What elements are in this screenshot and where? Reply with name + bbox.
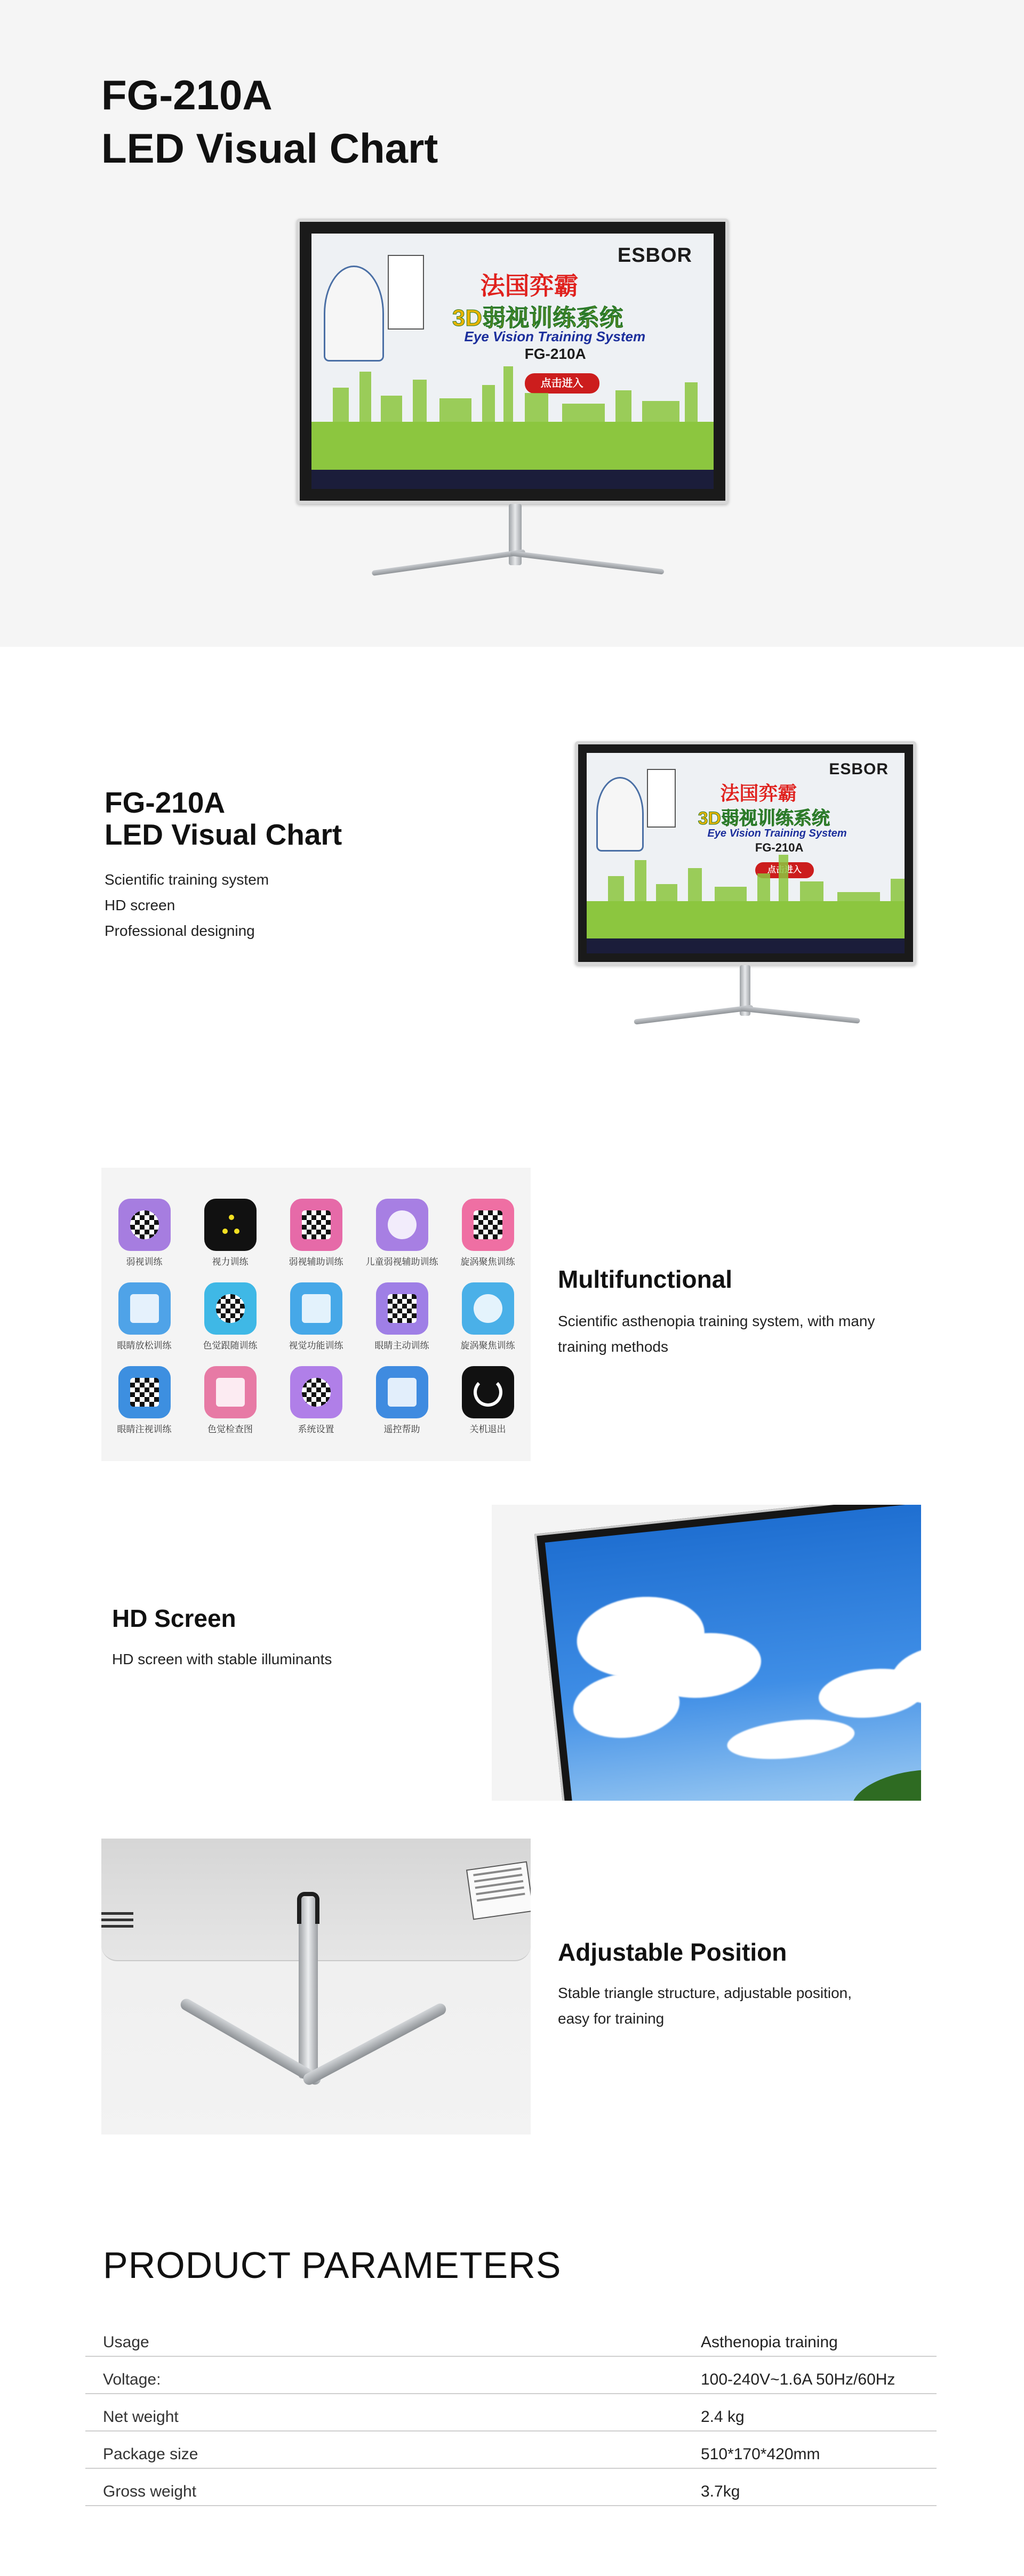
eye-chart-illustration — [388, 255, 424, 330]
training-app-tile[interactable] — [273, 1366, 359, 1435]
training-app-icon — [118, 1366, 171, 1418]
intro-features — [105, 867, 269, 944]
training-app-icon — [376, 1366, 428, 1418]
stand-photo — [101, 1839, 531, 2134]
screen-model: FG-210A — [524, 346, 586, 362]
hd-screen-title: HD Screen — [112, 1604, 236, 1632]
intro-title — [105, 787, 342, 850]
training-app-label: 眼睛主动训练 — [374, 1341, 429, 1351]
screen-model: FG-210A — [755, 841, 804, 854]
training-app-icon — [462, 1282, 514, 1335]
grass-strip — [311, 422, 714, 470]
training-app-icon — [290, 1366, 342, 1418]
doctor-illustration — [596, 777, 644, 852]
param-label: Voltage: — [103, 2371, 161, 2388]
training-app-label: 色觉检查图 — [207, 1424, 253, 1435]
training-app-icon — [118, 1282, 171, 1335]
param-row — [85, 2394, 937, 2431]
training-app-tile[interactable] — [445, 1199, 531, 1268]
desc-line: training methods — [558, 1338, 669, 1355]
city-skyline — [587, 855, 905, 903]
training-app-icon — [290, 1282, 342, 1335]
param-row — [85, 2357, 937, 2394]
training-app-label: 关机退出 — [469, 1424, 506, 1435]
training-app-label: 旋涡聚焦训练 — [460, 1341, 515, 1351]
training-app-tile[interactable] — [445, 1282, 531, 1352]
vent — [101, 1919, 133, 1921]
training-app-icon — [290, 1199, 342, 1251]
monitor-foot — [372, 549, 526, 576]
training-icon-grid — [101, 1168, 531, 1461]
training-app-icon — [376, 1199, 428, 1251]
training-app-label: 眼睛放松训练 — [117, 1341, 172, 1351]
training-app-tile[interactable] — [101, 1199, 187, 1268]
param-row — [85, 2431, 937, 2469]
spec-sticker — [466, 1861, 531, 1920]
screen-en-subtitle: Eye Vision Training System — [707, 828, 847, 839]
training-app-label: 系统设置 — [298, 1424, 334, 1435]
screen-brand: ESBOR — [617, 244, 692, 267]
monitor-foot — [634, 1005, 754, 1024]
desc-line: Scientific asthenopia training system, with many — [558, 1313, 875, 1329]
param-row — [85, 2469, 937, 2506]
param-label: Gross weight — [103, 2483, 197, 2500]
training-app-tile[interactable] — [445, 1366, 531, 1435]
training-app-label: 视觉功能训练 — [289, 1341, 343, 1351]
adjustable-title: Adjustable Position — [558, 1938, 787, 1966]
training-app-icon — [204, 1282, 257, 1335]
param-label: Net weight — [103, 2408, 179, 2426]
training-app-tile[interactable] — [359, 1366, 445, 1435]
vent — [101, 1925, 133, 1928]
monitor-foot — [740, 1006, 860, 1023]
param-value: 3.7kg — [701, 2483, 740, 2500]
hd-screen-photo — [492, 1505, 921, 1801]
training-app-label: 色觉跟随训练 — [203, 1341, 258, 1351]
hd-screen-desc: HD screen with stable illuminants — [112, 1651, 332, 1667]
multifunctional-desc — [558, 1309, 875, 1360]
param-value: 2.4 kg — [701, 2408, 745, 2426]
taskbar — [587, 938, 905, 953]
stand-clip — [297, 1892, 319, 1924]
training-app-icon — [376, 1282, 428, 1335]
training-app-tile[interactable] — [187, 1199, 273, 1268]
adjustable-desc — [558, 1980, 852, 2032]
stand-neck — [299, 1897, 318, 2079]
training-app-icon — [204, 1199, 257, 1251]
hero-monitor-image — [297, 219, 729, 587]
eye-chart-illustration — [647, 769, 676, 828]
training-app-tile[interactable] — [359, 1199, 445, 1268]
sky-wallpaper — [545, 1505, 921, 1801]
feature-item: HD screen — [105, 897, 175, 913]
training-app-icon — [204, 1366, 257, 1418]
feature-item: Professional designing — [105, 922, 255, 939]
stand-leg — [301, 2001, 448, 2087]
monitor-screen — [311, 234, 714, 489]
screen-en-subtitle: Eye Vision Training System — [464, 328, 646, 344]
training-app-tile[interactable] — [187, 1366, 273, 1435]
training-app-label: 视力训练 — [212, 1257, 249, 1267]
param-value: Asthenopia training — [701, 2333, 838, 2351]
screen-brand: ESBOR — [829, 760, 889, 778]
training-app-icon — [462, 1366, 514, 1418]
param-label: Package size — [103, 2445, 198, 2463]
hero-model: FG-210A — [101, 71, 273, 118]
training-app-label: 弱视训练 — [126, 1257, 163, 1267]
intro-model: FG-210A — [105, 786, 226, 819]
params-title: PRODUCT PARAMETERS — [103, 2244, 562, 2286]
monitor-screen — [587, 753, 905, 953]
training-app-label: 弱视辅助训练 — [289, 1257, 343, 1267]
training-app-label: 旋涡聚焦训练 — [460, 1257, 515, 1267]
hero-section — [0, 0, 1024, 647]
training-app-label: 遥控帮助 — [383, 1424, 420, 1435]
param-label: Usage — [103, 2333, 149, 2351]
training-app-tile[interactable] — [273, 1199, 359, 1268]
training-app-tile[interactable] — [101, 1282, 187, 1352]
monitor-foot — [510, 550, 664, 574]
monitor-bezel — [534, 1505, 921, 1801]
param-value: 510*170*420mm — [701, 2445, 820, 2463]
desc-line: easy for training — [558, 2010, 665, 2027]
vent — [101, 1912, 133, 1915]
intro-product-name: LED Visual Chart — [105, 818, 342, 851]
screen-cn-title: 法国弈霸 — [480, 272, 579, 300]
training-app-icon — [118, 1199, 171, 1251]
multifunctional-title: Multifunctional — [558, 1265, 733, 1293]
desc-line: Stable triangle structure, adjustable position, — [558, 1985, 852, 2001]
training-app-tile[interactable] — [101, 1366, 187, 1435]
training-app-tile[interactable] — [187, 1282, 273, 1352]
screen-cn-subtitle: 3D弱视训练系统 — [698, 808, 830, 829]
param-value: 100-240V~1.6A 50Hz/60Hz — [701, 2371, 895, 2388]
screen-cn-title: 法国弈霸 — [720, 782, 797, 804]
city-skyline — [311, 366, 714, 425]
param-row — [85, 2320, 937, 2357]
cloud — [725, 1714, 857, 1764]
taskbar — [311, 470, 714, 489]
screen-cn-subtitle: 3D弱视训练系统 — [452, 305, 623, 331]
palm-trees — [849, 1763, 921, 1801]
training-app-label: 儿童弱视辅助训练 — [365, 1257, 438, 1267]
grass-strip — [587, 901, 905, 938]
hero-title — [101, 68, 438, 175]
training-app-tile[interactable] — [273, 1282, 359, 1352]
intro-monitor-image — [575, 741, 916, 1032]
training-app-label: 眼睛注视训练 — [117, 1424, 172, 1435]
doctor-illustration — [324, 266, 384, 362]
hero-product-name: LED Visual Chart — [101, 125, 438, 172]
training-app-tile[interactable] — [359, 1282, 445, 1352]
feature-item: Scientific training system — [105, 871, 269, 888]
training-app-icon — [462, 1199, 514, 1251]
